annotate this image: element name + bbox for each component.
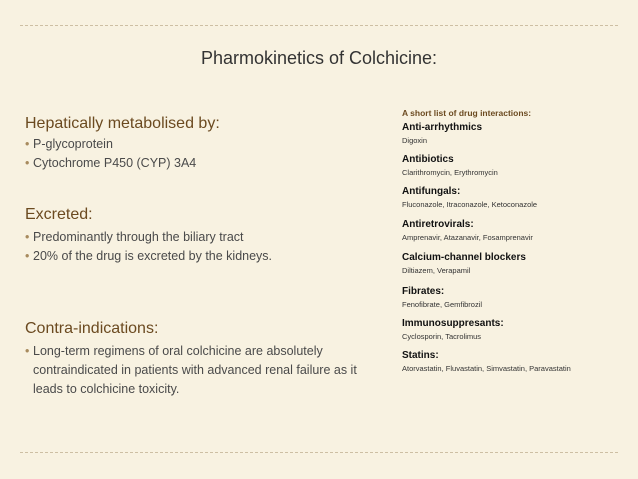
- interaction-item: [402, 186, 537, 209]
- drug-names: Diltiazem, Verapamil: [402, 266, 471, 275]
- interaction-item: [402, 154, 498, 177]
- bullet-icon: •: [25, 249, 30, 263]
- drug-names: Fenofibrate, Gemfibrozil: [402, 300, 483, 309]
- drug-class: Antiretrovirals:: [402, 219, 474, 230]
- interaction-item: [402, 122, 482, 145]
- drug-class: Antibiotics: [402, 154, 454, 165]
- interaction-item: [402, 350, 571, 373]
- drug-class: Antifungals:: [402, 186, 461, 197]
- interaction-item: [402, 219, 533, 242]
- drug-class: Anti-arrhythmics: [402, 122, 483, 133]
- drug-names: Fluconazole, Itraconazole, Ketoconazole: [402, 200, 538, 209]
- metabolism-list: [25, 135, 196, 173]
- bullet-icon: •: [25, 344, 30, 358]
- top-divider: [20, 25, 618, 26]
- drug-names: Atorvastatin, Fluvastatin, Simvastatin, Paravastatin: [402, 364, 571, 373]
- drug-names: Digoxin: [402, 136, 428, 145]
- list-item: • Cytochrome P450 (CYP) 3A4: [25, 154, 196, 173]
- drug-names: Amprenavir, Atazanavir, Fosamprenavir: [402, 233, 533, 242]
- drug-names: Cyclosporin, Tacrolimus: [402, 332, 482, 341]
- bullet-icon: •: [25, 230, 30, 244]
- drug-class: Immunosuppresants:: [402, 318, 504, 329]
- interaction-item: [402, 318, 504, 341]
- section-heading-excretion: Excreted:: [25, 206, 93, 223]
- bottom-divider: [20, 452, 618, 453]
- drug-class: Statins:: [402, 350, 439, 361]
- drug-class: Calcium-channel blockers: [402, 252, 526, 263]
- list-item: • P-glycoprotein: [25, 135, 196, 154]
- drug-class: Fibrates:: [402, 286, 445, 297]
- drug-names: Clarithromycin, Erythromycin: [402, 168, 498, 177]
- list-item: • Long-term regimens of oral colchicine are absolutely contraindicated in patients with advanced renal failure as it leads to colchicine toxicity.: [25, 344, 357, 396]
- contraindications-list: [25, 342, 360, 399]
- bullet-icon: •: [25, 137, 30, 151]
- bullet-icon: •: [25, 156, 30, 170]
- list-item: • 20% of the drug is excreted by the kidneys.: [25, 247, 272, 266]
- interaction-item: [402, 252, 526, 275]
- interaction-item: [402, 286, 482, 309]
- interactions-title: A short list of drug interactions:: [402, 108, 532, 118]
- section-heading-metabolism: Hepatically metabolised by:: [25, 115, 220, 132]
- excretion-list: [25, 228, 272, 266]
- section-heading-contraindications: Contra-indications:: [25, 320, 159, 337]
- slide-title: Pharmokinetics of Colchicine:: [200, 48, 438, 68]
- list-item: • Predominantly through the biliary tract: [25, 228, 272, 247]
